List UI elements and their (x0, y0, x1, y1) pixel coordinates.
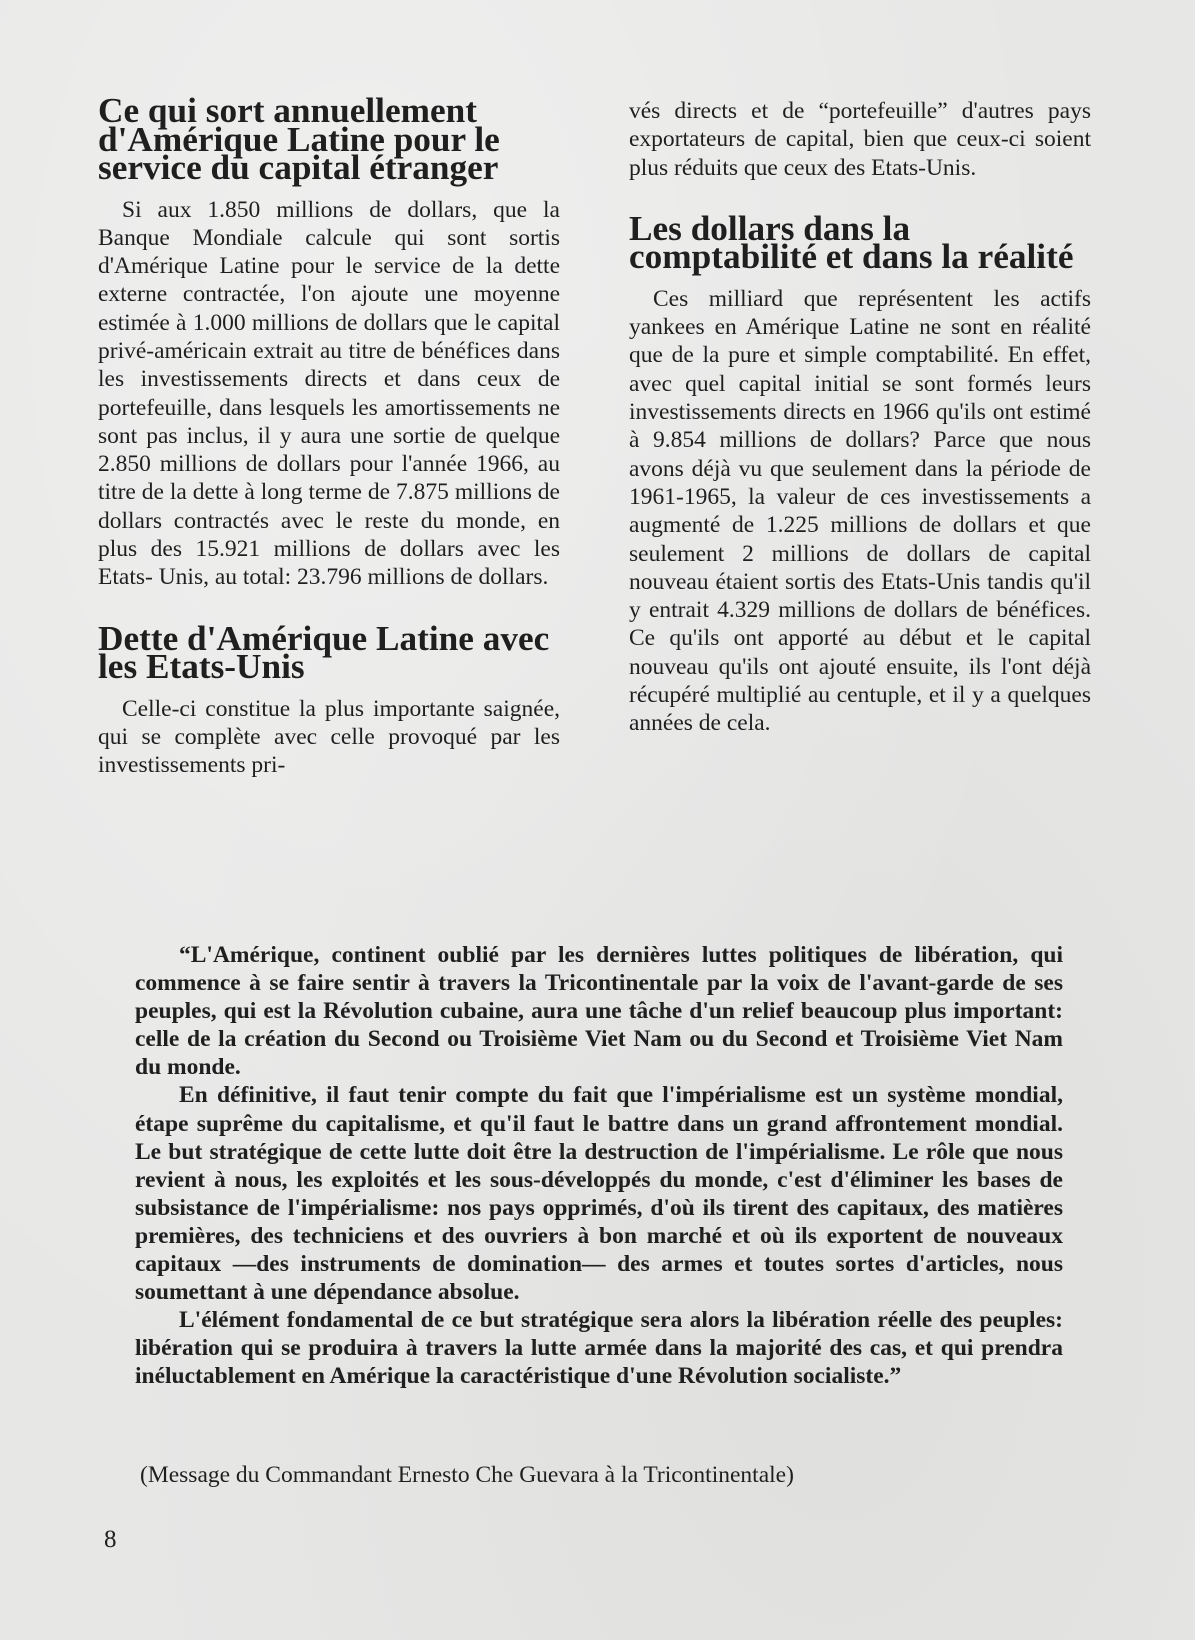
paragraph-dollars-accounting: Ces milliard que représentent les actifs yankees en Amérique Latine ne sont en réalité que de la pure et simple comptabilité. En effet, avec quel capital initial se sont formés leurs investissements directs en 1966 qu'ils ont estimé à 9.854 millions de dollars? Parce que nous avons déjà vu que seulement dans la période de 1961-1965, la valeur de ces investissements a augmenté de 1.225 millions de dollars et que seulement 2 millions de dollars de capital nouveau étaient sortis des Etats-Unis tandis qu'il y entrait 4.329 millions de dollars de bénéfices. Ce qu'ils ont apporté au début et le capital nouveau qu'ils ont ajouté ensuite, ils l'ont déjà récupéré multiplié au centuple, et il y a quelques années de cela. (629, 285, 1091, 737)
page-number: 8 (104, 1526, 117, 1553)
quote-paragraph-2: En définitive, il faut tenir compte du fait que l'impérialisme est un système mondial, étape suprême du capitalisme, et qu'il faut le battre dans un grand affrontement mondial. Le but stratégique de cette lutte doit être la destruction de l'impérialisme. Le rôle que nous revient à nous, les exploités et les sous-développés du monde, c'est d'éliminer les bases de subsistance de l'impérialisme: nos pays opprimés, d'où ils tirent des capitaux, des matières premières, des techniciens et des ouvriers à bon marché et où ils exportent de nouveaux capitaux —des instruments de domination— des armes et toutes sortes d'articles, nous soumettant à une dépendance absolue. (135, 1082, 1063, 1306)
right-column (629, 97, 1091, 738)
paragraph-debt-us: Celle-ci constitue la plus importante saignée, qui se complète avec celle provoqué par les investissements pri- (98, 695, 560, 779)
paragraph-capital-outflow: Si aux 1.850 millions de dollars, que la Banque Mondiale calcule qui sont sortis d'Amérique Latine pour le service de la dette externe contractée, l'on ajoute une moyenne estimée à 1.000 millions de dollars que le capital privé-américain extrait au titre de bénéfices dans les investissements directs et dans ceux de portefeuille, dans lesquels les amortissements ne sont pas inclus, il y aura une sortie de quelque 2.850 millions de dollars pour l'année 1966, au titre de la dette à long terme de 7.875 millions de dollars contractés avec le reste du monde, en plus des 15.921 millions de dollars avec les Etats- Unis, au total: 23.796 millions de dollars. (98, 196, 560, 591)
quote-attribution: (Message du Commandant Ernesto Che Guevara à la Tricontinentale) (140, 1462, 794, 1488)
section-heading-dollars-accounting: Les dollars dans la comptabilité et dans la réalité (629, 208, 1074, 277)
quote-paragraph-1: “L'Amérique, continent oublié par les dernières luttes politiques de libération, qui commence à se faire sentir à travers la Tricontinentale par la voix de l'avant-garde de ses peuples, qui est la Révolution cubaine, aura une tâche d'un relief beaucoup plus important: celle de la création du Second ou Troisième Viet Nam ou du Second et Troisième Viet Nam du monde. (135, 942, 1063, 1081)
quote-paragraph-3: L'élément fondamental de ce but stratégique sera alors la libération réelle des peuples: libération qui se produira à travers la lutte armée dans la majorité des cas, et qui prendra inéluctablement en Amérique la caractéristique d'une Révolution socialiste.” (135, 1307, 1063, 1390)
section-heading-capital-outflow: Ce qui sort annuellement d'Amérique Latine pour le service du capital étranger (98, 91, 500, 187)
paragraph-continuation: vés directs et de “portefeuille” d'autres pays exportateurs de capital, bien que ceux-ci soient plus réduits que ceux des Etats-Unis. (629, 98, 1091, 181)
left-column (98, 91, 560, 780)
che-guevara-quote (135, 941, 1063, 1391)
section-heading-debt-us: Dette d'Amérique Latine avec les Etats-Unis (98, 618, 550, 687)
